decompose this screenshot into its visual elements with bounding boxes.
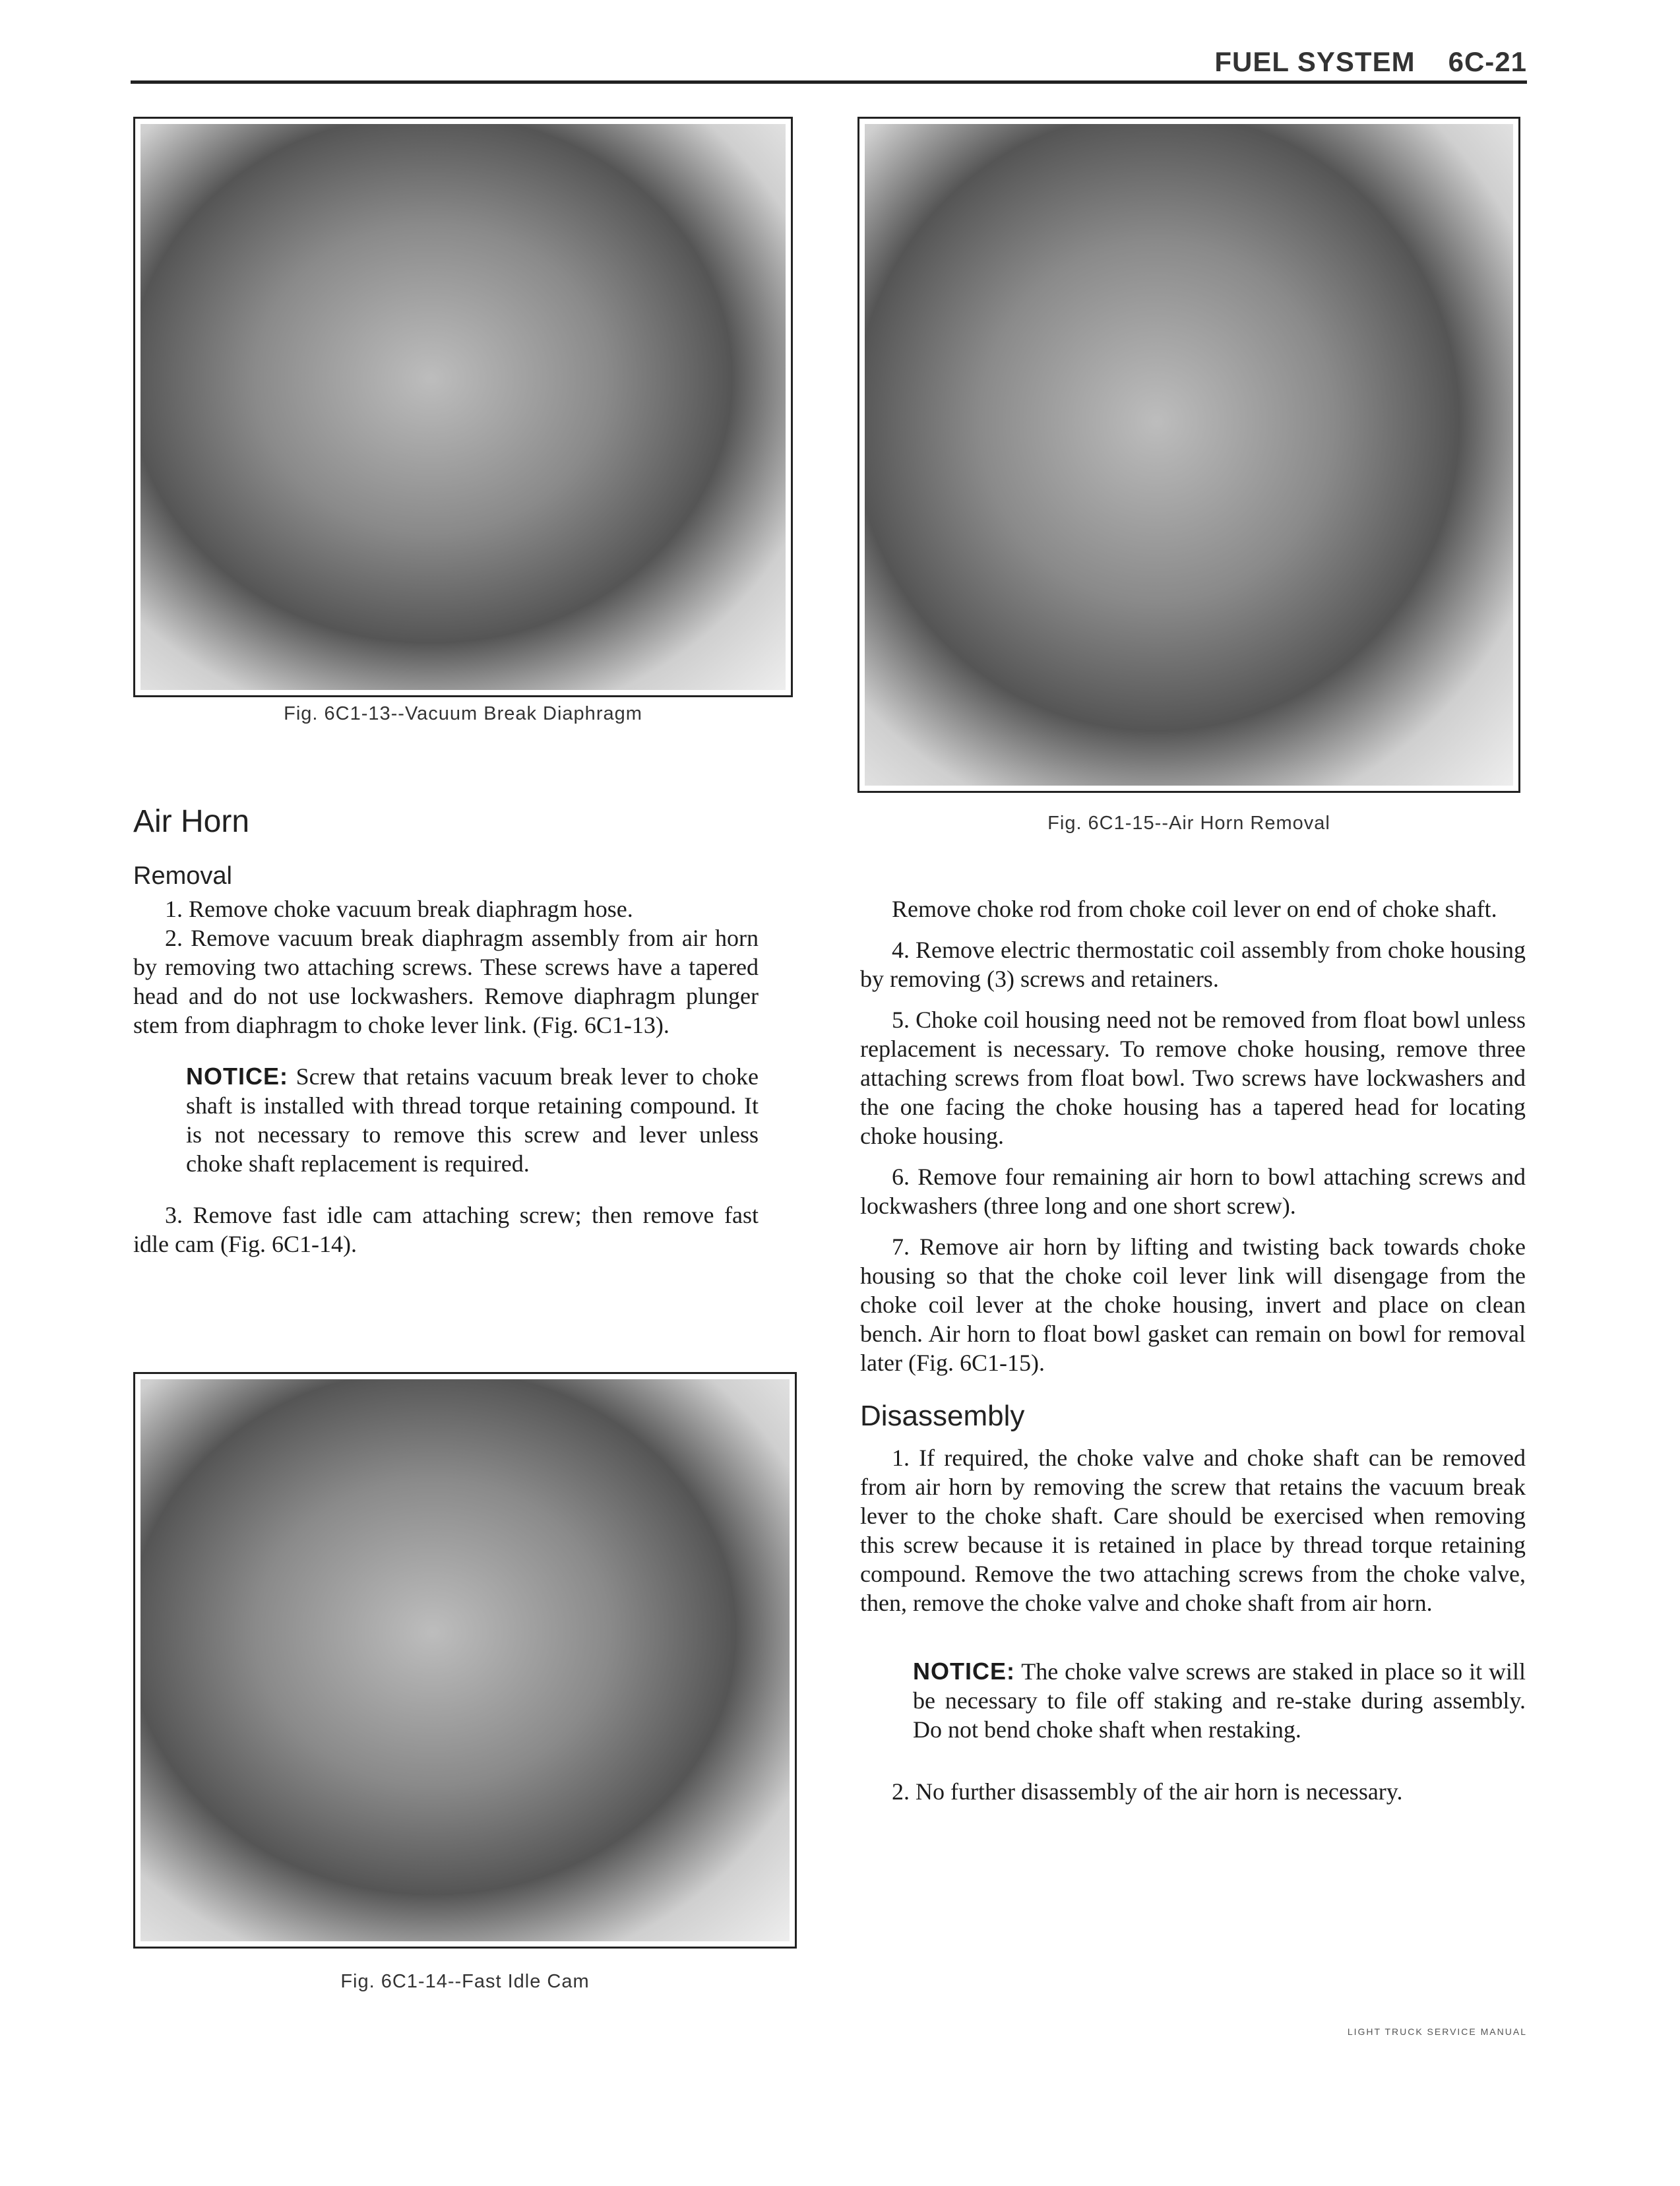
carburetor-photo bbox=[140, 1379, 790, 1941]
figure-air-horn-removal bbox=[857, 117, 1520, 793]
figure-fast-idle-cam bbox=[133, 1372, 797, 1949]
subheading: Removal bbox=[133, 862, 232, 890]
figure-caption: Fig. 6C1-15--Air Horn Removal bbox=[1047, 813, 1330, 834]
paragraph: 7. Remove air horn by lifting and twisting back towards choke housing so that the choke coil lever link will disengage from the choke coil lever at the choke housing, invert and place on clean bench. Air horn to float bowl gasket can remain on bowl for removal later (Fig. 6C1-15). bbox=[860, 1234, 1526, 1376]
paragraph: 4. Remove electric thermostatic coil assembly from choke housing by removing (3) screws and retainers. bbox=[860, 937, 1526, 992]
section-title: FUEL SYSTEM bbox=[1214, 46, 1416, 77]
paragraph: 1. If required, the choke valve and choke shaft can be removed from air horn by removing the screw that retains the vacuum break lever to the choke shaft. Care should be exercised when removing this screw because it is retained in place by thread torque retaining compound. Remove the two attaching screws from the choke valve, then, remove the choke valve and choke shaft from air horn. bbox=[860, 1445, 1526, 1616]
carburetor-photo bbox=[865, 124, 1513, 786]
paragraph: 2. No further disassembly of the air horn is necessary. bbox=[892, 1778, 1403, 1805]
section-heading: Air Horn bbox=[133, 804, 250, 839]
figure-caption: Fig. 6C1-14--Fast Idle Cam bbox=[340, 1971, 590, 1992]
page-header bbox=[1214, 46, 1527, 78]
figure-vacuum-break bbox=[133, 117, 793, 697]
notice-text: Screw that retains vacuum break lever to choke shaft is installed with thread torque retaining compound. It is not necessary to remove this screw and lever unless choke shaft replacement is required. bbox=[186, 1063, 759, 1177]
paragraph: 1. Remove choke vacuum break diaphragm hose. bbox=[165, 896, 633, 922]
left-column bbox=[133, 803, 759, 1259]
notice bbox=[913, 1657, 1526, 1744]
notice-text: The choke valve screws are staked in place so it will be necessary to file off staking and re-stake during assembly. Do not bend choke shaft when restaking. bbox=[913, 1658, 1526, 1743]
paragraph: 2. Remove vacuum break diaphragm assembly from air horn by removing two attaching screws. These screws have a tapered head and do not use lockwashers. Remove diaphragm plunger stem from diaphragm to choke lever link. (Fig. 6C1-13). bbox=[133, 925, 759, 1038]
notice bbox=[186, 1062, 759, 1178]
page-number: 6C-21 bbox=[1448, 46, 1527, 77]
figure-caption: Fig. 6C1-13--Vacuum Break Diaphragm bbox=[284, 703, 642, 724]
notice-label: NOTICE: bbox=[186, 1063, 288, 1090]
paragraph: 5. Choke coil housing need not be removed from float bowl unless replacement is necessary. To remove choke housing, remove three attaching screws from float bowl. Two screws have lockwashers and the one facing the choke housing has a tapered head for locating choke housing. bbox=[860, 1007, 1526, 1149]
paragraph: 6. Remove four remaining air horn to bowl attaching screws and lockwashers (three long and one short screw). bbox=[860, 1164, 1526, 1219]
footer: LIGHT TRUCK SERVICE MANUAL bbox=[1347, 2026, 1527, 2037]
paragraph: Remove choke rod from choke coil lever on end of choke shaft. bbox=[892, 896, 1497, 922]
carburetor-photo bbox=[140, 124, 786, 690]
section-heading: Disassembly bbox=[860, 1400, 1025, 1432]
paragraph: 3. Remove fast idle cam attaching screw; then remove fast idle cam (Fig. 6C1-14). bbox=[133, 1202, 759, 1257]
header-rule bbox=[131, 80, 1527, 84]
right-column bbox=[860, 894, 1526, 1806]
notice-label: NOTICE: bbox=[913, 1658, 1015, 1685]
